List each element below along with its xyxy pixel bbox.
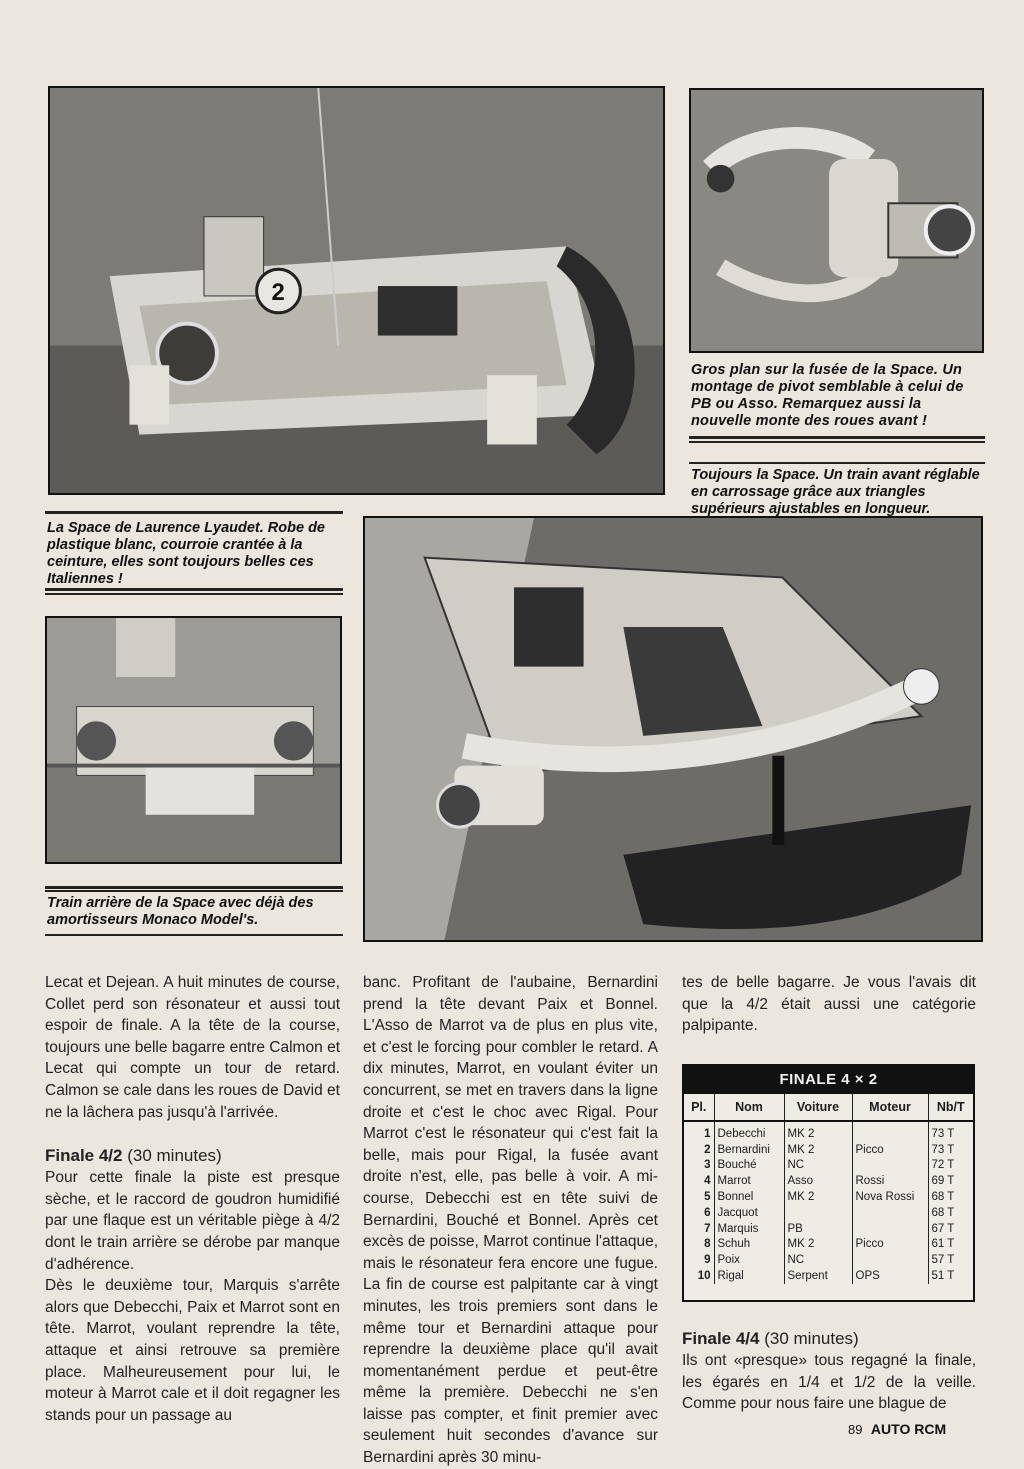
heading-duration: (30 minutes) (127, 1146, 222, 1166)
table-body (684, 1121, 973, 1284)
caption-fusee: Gros plan sur la fusée de la Space. Un montage de pivot semblable à celui de PB ou Asso. Remarquez aussi la nouvelle monte des roues avant ! (691, 362, 964, 429)
table-cell (852, 1121, 928, 1142)
page-number: 89 (848, 1422, 863, 1437)
caption-rule (689, 436, 985, 439)
table-cell: 69 T (931, 1175, 955, 1188)
table-header-row (684, 1094, 973, 1121)
table-cell: Serpent (784, 1268, 852, 1284)
paragraph: Pour cette finale la piste est presque sèche, et le raccord de goudron humidifié par une flaque est un véritable piège à 4/2 dont le train arrière se dérobe par manque d'adhérence. (45, 1169, 340, 1273)
table-cell (852, 1252, 928, 1268)
table-row (684, 1173, 973, 1189)
article-column-2 (363, 972, 658, 1469)
caption-train-arriere: Train arrière de la Space avec déjà des amortisseurs Monaco Model's. (47, 895, 314, 928)
table-cell: Poix (714, 1252, 784, 1268)
paragraph: Dès le deuxième tour, Marquis s'arrête alors que Debecchi, Paix et Marrot sont en tête. Marrot, voulant reprendre la tête, attaque et ainsi retrouve sa première place. Malheureusement pour lui, le moteur à Marrot cale et il doit regagner les stands pour un passage au (45, 1277, 340, 1424)
photo-fusee-closeup (689, 88, 984, 353)
table-cell: MK 2 (784, 1142, 852, 1158)
table-cell: Picco (852, 1237, 928, 1253)
results-grid (684, 1094, 973, 1284)
caption-space-lyaudet: La Space de Laurence Lyaudet. Robe de plastique blanc, courroie crantée à la ceinture, elles sont toujours belles ces Italiennes ! (47, 520, 325, 587)
article-column-1 (45, 972, 340, 1426)
car-number: 2 (271, 278, 285, 306)
table-cell: MK 2 (784, 1121, 852, 1142)
table-cell: MK 2 (784, 1189, 852, 1205)
table-cell: Rossi (852, 1173, 928, 1189)
caption-train-avant: Toujours la Space. Un train avant réglable en carrossage grâce aux triangles supérieurs ajustables en longueur. (691, 467, 980, 517)
table-cell: NC (784, 1158, 852, 1174)
table-row (684, 1237, 973, 1253)
table-cell: 73 T (931, 1127, 955, 1140)
table-cell: NC (784, 1252, 852, 1268)
train-avant-illustration (365, 518, 981, 940)
table-row (684, 1158, 973, 1174)
table-cell: Marrot (714, 1173, 784, 1189)
paragraph: Lecat et Dejean. A huit minutes de course, Collet perd son résonateur et aussi tout espoir de finale. A la tête de la course, toujours une belle bagarre entre Calmon et Lecat qui compte un tour de retard. Calmon se cale dans les roues de David et ne la lâchera pas jusqu'à l'arrivée. (45, 974, 340, 1121)
table-cell: 3 (684, 1158, 714, 1174)
table-row (684, 1205, 973, 1221)
article-column-3 (682, 972, 976, 1037)
heading-title: Finale 4/2 (45, 1146, 123, 1166)
table-row (684, 1221, 973, 1237)
table-cell: 68 T (931, 1191, 955, 1204)
section-heading-finale-4-2 (45, 1145, 340, 1167)
table-cell: Picco (852, 1142, 928, 1158)
table-row (684, 1189, 973, 1205)
caption-rule (689, 462, 985, 464)
table-cell: 2 (684, 1142, 714, 1158)
section-heading-finale-4-4 (682, 1328, 976, 1350)
caption-rule (45, 588, 343, 591)
paragraph: tes de belle bagarre. Je vous l'avais dit que la 4/2 était aussi une catégorie palpipante. (682, 974, 976, 1035)
table-cell: Bonnel (714, 1189, 784, 1205)
table-cell (784, 1205, 852, 1221)
table-cell: 57 T (931, 1254, 955, 1267)
table-cell (852, 1221, 928, 1237)
table-cell: Asso (784, 1173, 852, 1189)
header-cell: Pl. (684, 1094, 714, 1121)
caption-rule (689, 441, 985, 443)
table-cell: 8 (684, 1237, 714, 1253)
page-footer (848, 1421, 946, 1439)
table-cell: 51 T (931, 1270, 955, 1283)
table-cell: 61 T (931, 1238, 955, 1251)
table-cell: Schuh (714, 1237, 784, 1253)
photo-train-avant (363, 516, 983, 942)
train-arriere-illustration (47, 618, 340, 862)
paragraph: Ils ont «presque» tous regagné la finale, les égarés en 1/4 et 1/2 de la veille. Comme pour nous faire une blague de (682, 1352, 976, 1413)
table-cell: 9 (684, 1252, 714, 1268)
table-row (684, 1142, 973, 1158)
table-cell: MK 2 (784, 1237, 852, 1253)
table-cell: 4 (684, 1173, 714, 1189)
table-cell: 68 T (931, 1206, 955, 1219)
table-row (684, 1252, 973, 1268)
table-cell: Bernardini (714, 1142, 784, 1158)
caption-rule (45, 934, 343, 936)
table-cell: 73 T (931, 1143, 955, 1156)
table-cell: Bouché (714, 1158, 784, 1174)
article-column-3-lower (682, 1328, 976, 1415)
table-cell: 1 (684, 1121, 714, 1142)
table-cell: 6 (684, 1205, 714, 1221)
header-cell: Voiture (784, 1094, 852, 1121)
caption-rule (45, 890, 343, 892)
photo-train-arriere (45, 616, 342, 864)
fusee-illustration (691, 90, 982, 351)
table-cell: 67 T (931, 1222, 955, 1235)
table-cell: Jacquot (714, 1205, 784, 1221)
header-cell: Moteur (852, 1094, 928, 1121)
table-row (684, 1268, 973, 1284)
table-cell (852, 1158, 928, 1174)
table-title: FINALE 4 × 2 (684, 1066, 973, 1094)
table-cell: 10 (684, 1268, 714, 1284)
table-row (684, 1121, 973, 1142)
header-cell: Nom (714, 1094, 784, 1121)
paragraph: banc. Profitant de l'aubaine, Bernardini prend la tête devant Paix et Bonnel. L'Asso de Marrot va de plus en plus vite, et c'est le forcing pour combler le retard. A dix minutes, Marrot, en voulant éviter un concurrent, se met en travers dans la ligne droite et c'est le choc avec Rigal. Pour Marrot c'est le résonateur qui c'est fait la belle, mais pour Rigal, la fusée avant droite n'est, elle, pas belle à voir. A mi-course, Debecchi est en tête suivi de Bernardini, Bouché et Bonnel. Après cet excès de poisse, Marrot continue l'attaque, mais le résonateur fera encore une fugue. La fin de course est palpitante car à vingt minutes, les trois premiers sont dans le même tour et Bernardini attaque pour reprendre la deuxième place qu'il avait momentanément perdue et peut-être même la première. Debecchi ne s'en laisse pas compter, et finit premier avec seulement huit secondes d'avance sur Bernardini après 30 minu- (363, 974, 658, 1467)
table-cell: 5 (684, 1189, 714, 1205)
table-cell: Debecchi (714, 1121, 784, 1142)
heading-title: Finale 4/4 (682, 1329, 760, 1348)
photo-space-chassis (48, 86, 665, 495)
table-cell: Rigal (714, 1268, 784, 1284)
table-cell (852, 1205, 928, 1221)
caption-rule (45, 886, 343, 889)
table-cell: 7 (684, 1221, 714, 1237)
table-cell: Marquis (714, 1221, 784, 1237)
table-cell: Nova Rossi (852, 1189, 928, 1205)
header-cell: Nb/T (928, 1094, 973, 1121)
results-table (682, 1064, 975, 1302)
caption-rule (45, 511, 343, 514)
magazine-name: AUTO RCM (870, 1421, 947, 1437)
table-cell: 72 T (931, 1159, 955, 1172)
table-cell: PB (784, 1221, 852, 1237)
chassis-illustration (50, 88, 663, 493)
caption-rule (45, 593, 343, 595)
heading-duration: (30 minutes) (764, 1329, 859, 1348)
table-cell: OPS (852, 1268, 928, 1284)
